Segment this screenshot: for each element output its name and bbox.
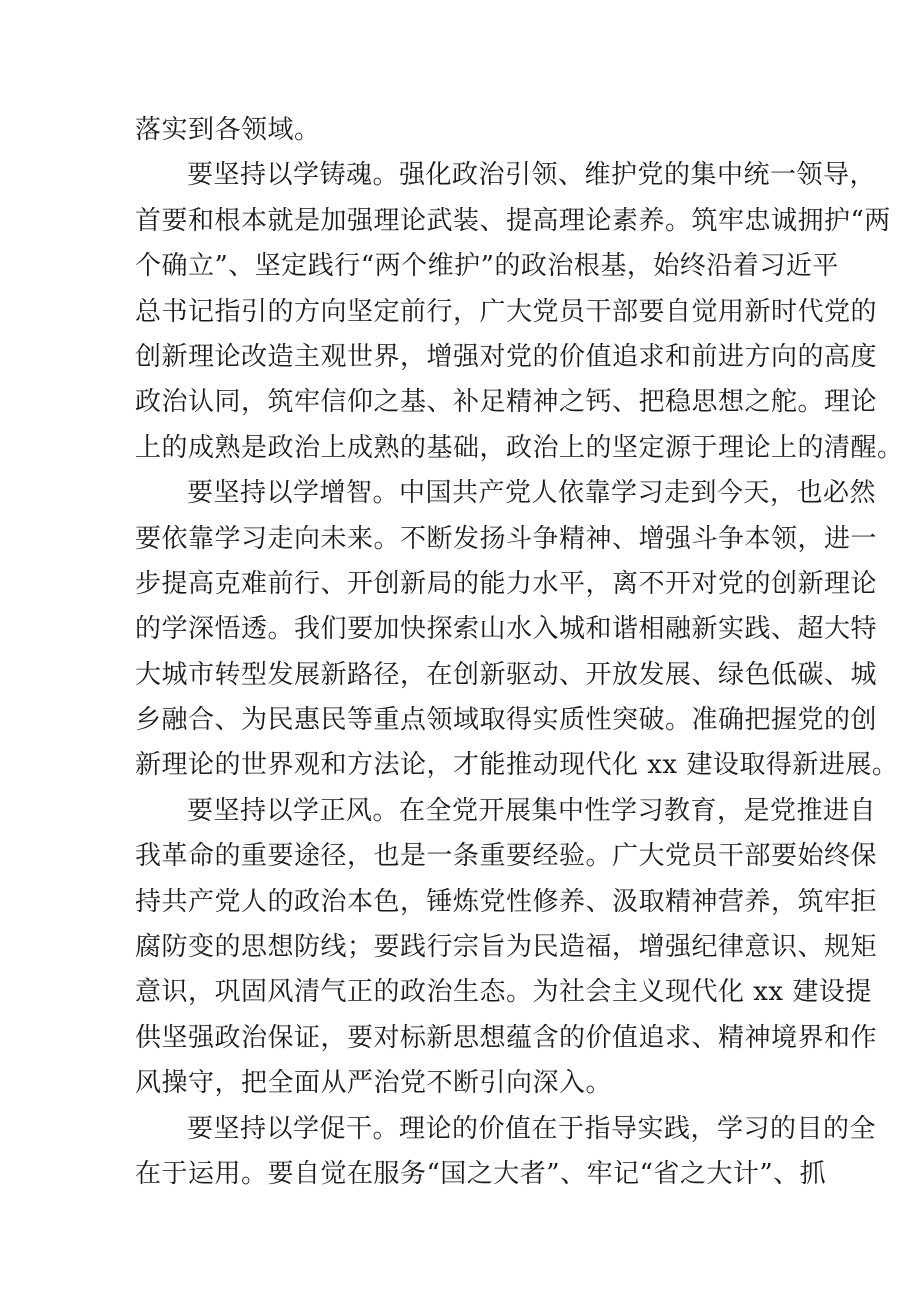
text-line: 意识，巩固风清气正的政治生态。为社会主义现代化 xx 建设提 [135,977,872,1008]
text-line: 总书记指引的方向坚定前行，广大党员干部要自觉用新时代党的 [135,296,878,327]
text-line: 我革命的重要途径，也是一条重要经验。广大党员干部要始终保 [135,841,878,872]
text-line: 腐防变的思想防线；要践行宗旨为民造福，增强纪律意识、规矩 [135,932,878,963]
text-line: 要依靠学习走向未来。不断发扬斗争精神、增强斗争本领，进一 [135,523,878,554]
text-line: 的学深悟透。我们要加快探索山水入城和谐相融新实践、超大特 [135,614,878,645]
text-line: 步提高克难前行、开创新局的能力水平，离不开对党的创新理论 [135,568,878,599]
text-line: 乡融合、为民惠民等重点领域取得实质性突破。准确把握党的创 [135,705,878,736]
text-line: 个确立”、坚定践行“两个维护”的政治根基，始终沿着习近平 [135,251,839,282]
paragraph-start-line: 要坚持以学正风。在全党开展集中性学习教育，是党推进自 [187,795,877,826]
text-line: 大城市转型发展新路径，在创新驱动、开放发展、绿色低碳、城 [135,659,878,690]
text-line: 创新理论改造主观世界，增强对党的价值追求和前进方向的高度 [135,341,878,372]
text-line: 首要和根本就是加强理论武装、提高理论素养。筑牢忠诚拥护“两 [135,205,891,236]
paragraph-start-line: 要坚持以学增智。中国共产党人依靠学习走到今天，也必然 [187,478,877,509]
text-line: 持共产党人的政治本色，锤炼党性修养、汲取精神营养，筑牢拒 [135,886,878,917]
text-line: 上的成熟是政治上成熟的基础，政治上的坚定源于理论上的清醒。 [135,432,904,463]
paragraph-start-line: 要坚持以学促干。理论的价值在于指导实践，学习的目的全 [187,1113,877,1144]
text-line: 供坚强政治保证，要对标新思想蕴含的价值追求、精神境界和作 [135,1022,878,1053]
text-line: 新理论的世界观和方法论，才能推动现代化 xx 建设取得新进展。 [135,750,899,781]
text-line: 落实到各领域。 [135,115,321,145]
text-line: 在于运用。要自觉在服务“国之大者”、牢记“省之大计”、抓 [135,1158,827,1189]
body-text [135,108,904,1197]
text-line: 风操守，把全面从严治党不断引向深入。 [135,1068,613,1099]
paragraph-start-line: 要坚持以学铸魂。强化政治引领、维护党的集中统一领导， [187,160,877,191]
text-line: 政治认同，筑牢信仰之基、补足精神之钙、把稳思想之舵。理论 [135,387,878,418]
